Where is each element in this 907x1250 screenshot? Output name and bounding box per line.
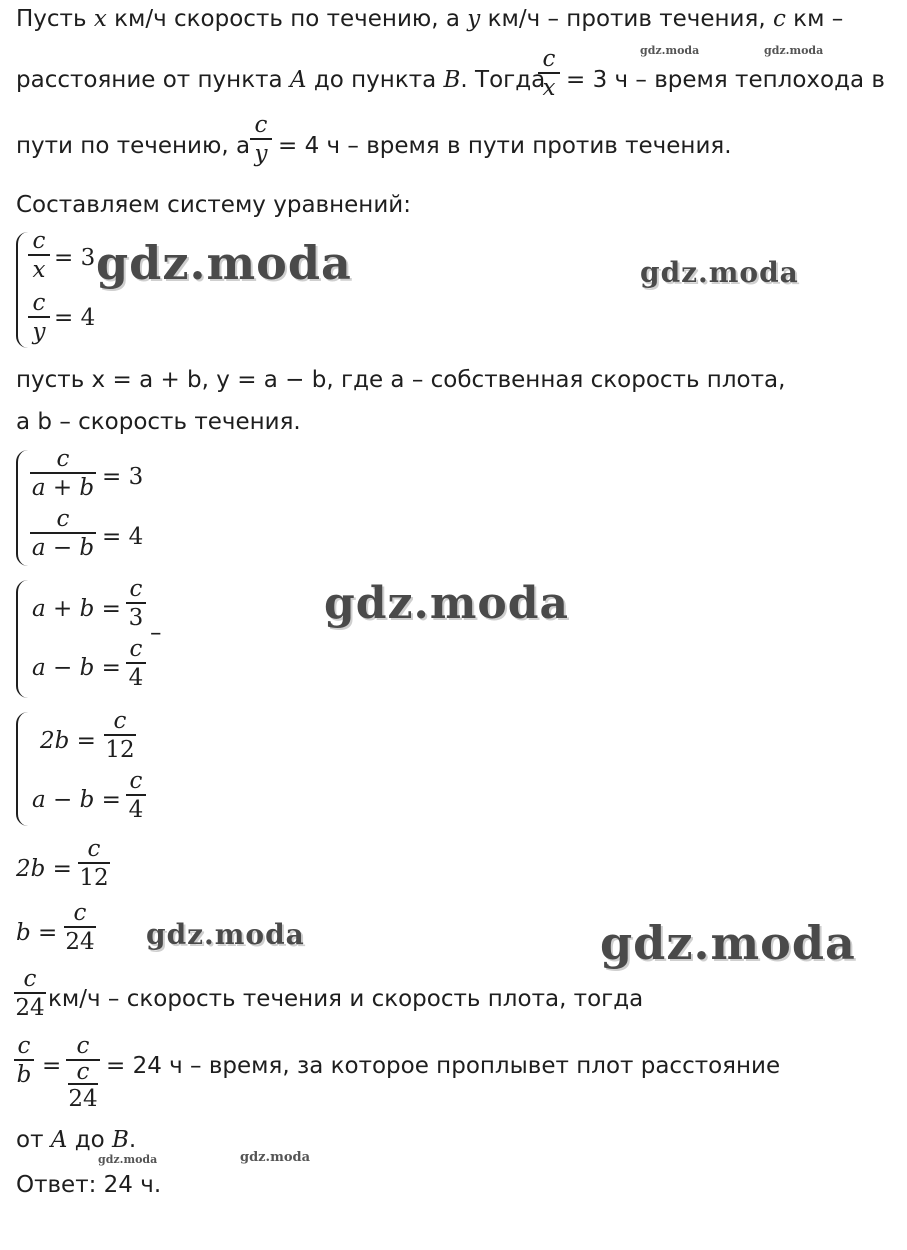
eq-2b: 2b =	[16, 856, 72, 882]
watermark-4: gdz.moda	[146, 918, 305, 951]
s1-eq4: = 4	[54, 305, 96, 331]
text-line-2-tail: = 3 ч – время теплохода в	[566, 67, 885, 93]
watermark-2: gdz.moda	[640, 256, 799, 289]
fraction-s3-2: c 4	[126, 636, 146, 692]
fraction-c-24-b: c 24	[15, 966, 45, 1021]
fraction-c-12: c 12	[79, 836, 109, 891]
s3-lhs2: a − b =	[32, 655, 121, 681]
text-line-7: км/ч – скорость течения и скорость плота, тогда	[48, 986, 644, 1012]
watermark-small-2: gdz.moda	[764, 44, 824, 57]
text-line-3: пути по течению, а	[16, 133, 251, 159]
fraction-s2-2: c a − b	[31, 506, 95, 561]
text-line-5: пусть x = a + b, y = a − b, где a – собственная скорость плота,	[16, 367, 786, 393]
text-line-4: Составляем систему уравнений:	[16, 192, 411, 218]
watermark-1: gdz.moda	[96, 236, 352, 290]
system-brace-2	[16, 450, 28, 566]
text-line-8: = 24 ч – время, за которое проплывет плот расстояние	[106, 1053, 781, 1079]
fraction-c-b: c b	[14, 1033, 34, 1089]
eq-b: b =	[16, 920, 58, 946]
s4-lhs1: 2b =	[40, 728, 96, 754]
fraction-nested: c c 24	[66, 1033, 100, 1113]
watermark-small-4: gdz.moda	[240, 1150, 311, 1165]
fraction-s3-1: c 3	[126, 576, 146, 632]
fraction-s1-c-y: c y	[28, 290, 50, 346]
fraction-c-over-y: c y	[250, 112, 272, 168]
system-brace-1	[16, 232, 28, 348]
text-line-2: расстояние от пункта A до пункта B. Тогда	[16, 67, 546, 93]
s2-eq3: = 3	[102, 464, 144, 490]
system-brace-3	[16, 580, 28, 698]
watermark-small-3: gdz.moda	[98, 1153, 158, 1166]
s2-eq4: = 4	[102, 524, 144, 550]
s4-lhs2: a − b =	[32, 787, 121, 813]
text-line-3-tail: = 4 ч – время в пути против течения.	[278, 133, 732, 159]
watermark-3: gdz.moda	[324, 578, 570, 629]
watermark-small-1: gdz.moda	[640, 44, 700, 57]
s3-lhs1: a + b =	[32, 596, 121, 622]
watermark-5: gdz.moda	[600, 916, 856, 970]
fraction-s4-1: c 12	[105, 708, 135, 763]
eq-sign-1: =	[42, 1053, 62, 1079]
fraction-c-24: c 24	[65, 900, 95, 955]
s3-minus: –	[150, 620, 162, 646]
system-brace-4	[16, 712, 28, 826]
fraction-s4-2: c 4	[126, 768, 146, 824]
text-line-9: от A до B.	[16, 1127, 137, 1153]
text-line-1: Пусть x км/ч скорость по течению, а y км/ч – против течения, c км –	[16, 6, 844, 32]
text-line-6: а b – скорость течения.	[16, 409, 301, 435]
answer-line: Ответ: 24 ч.	[16, 1172, 162, 1198]
s1-eq3: = 3	[54, 245, 96, 271]
fraction-s2-1: c a + b	[31, 446, 95, 501]
fraction-c-over-x: c x	[538, 46, 560, 102]
fraction-s1-c-x: c x	[28, 228, 50, 284]
